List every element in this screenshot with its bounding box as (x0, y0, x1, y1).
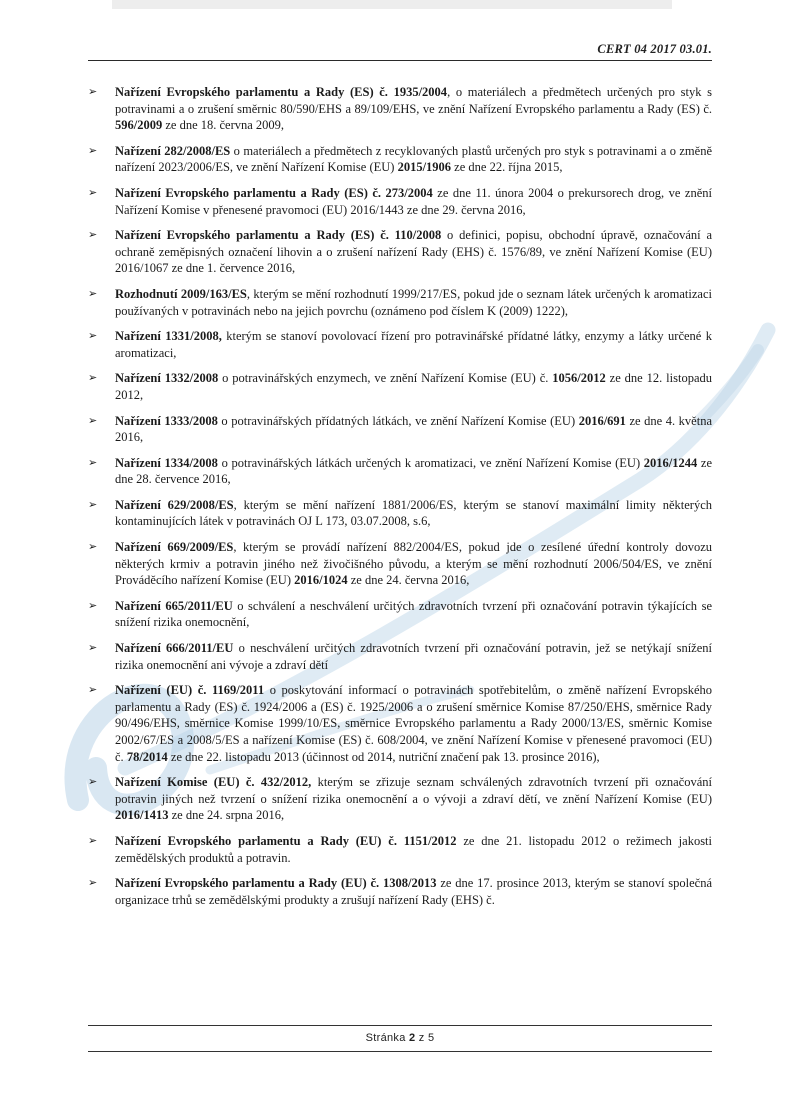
list-item (88, 227, 712, 277)
document-header (88, 0, 712, 57)
bold-text: Nařízení 1334/2008 (115, 455, 218, 470)
text: o potravinářských látkách určených k aromatizaci, ve znění Nařízení Komise (EU) (217, 455, 644, 470)
text: o poskytování informací o potravinách spotřebitelům, o změně nařízení Evropského parlamentu a Rady (ES) č. 1924/2006 a (ES) č. 1925/2006 a o zrušení směrnice Komise 87/250/EHS, směrnice Rady 90/496/EHS, směrnice Komise 1999/10/ES, směrnice Evropského parlamentu a Rady 2000/13/ES, směrnic Komise 2002/67/ES a 2008/5/ES a nařízení Komise (ES) č. 608/2004, ve znění Nařízení Komise v přenesené pravomoci (EU) č. (115, 683, 712, 764)
bold-text: Rozhodnutí 2009/163/ES (115, 286, 247, 301)
document-page (88, 0, 712, 908)
text: , kterým se mění nařízení 1881/2006/ES, kterým se stanoví maximální limity některých kontaminujících látek v potravinách OJ L 173, 03.07.2008, s.6, (115, 497, 712, 529)
item-text (115, 774, 712, 824)
text: ze dne 12. listopadu 2012, (115, 371, 712, 402)
text: kterým se zřizuje seznam schválených zdravotních tvrzení při označování potravin jiných než tvrzení o snížení rizika onemocnění a o vývoji a zdraví dětí, ve znění Nařízení Komise (EU) (115, 775, 712, 806)
item-text (115, 143, 712, 176)
text: , kterým se provádí nařízení 882/2004/ES, pokud jde o zesílené úřední kontroly dovozu některých krmiv a potravin jiného než živočišného původu, a kterým se mění rozhodnutí 2006/504/ES, ve znění Prováděcího nařízení Komise (EU) (115, 540, 712, 588)
item-text (115, 286, 712, 319)
item-text (115, 539, 712, 589)
text: ze dne 24. srpna 2016, (168, 808, 285, 823)
arrow-bullet-icon: ➢ (88, 186, 98, 199)
bold-text: 2016/1244 (643, 455, 698, 470)
text: ze dne 4. května 2016, (115, 413, 712, 445)
text: ze dne 22. října 2015, (451, 160, 563, 175)
item-text (115, 497, 712, 530)
arrow-bullet-icon: ➢ (88, 229, 98, 242)
bold-text: Nařízení (EU) č. 1169/2011 (115, 683, 265, 698)
bold-text: Nařízení 666/2011/EU (115, 641, 234, 656)
text: , o materiálech a předmětech určených pro styk s potravinami a o zrušení směrnic 80/590/EHS a 89/109/EHS, ve znění Nařízení Evropského parlamentu a Rady (ES) č. (115, 85, 712, 116)
list-item (88, 370, 712, 403)
item-text (115, 682, 712, 765)
text: ze dne 17. prosince 2013, kterým se stanoví společná organizace trhů se zemědělskými produkty a zrušují nařízení Rady (EHS) č. (115, 876, 712, 907)
text: ze dne 24. června 2016, (347, 573, 470, 588)
bold-text: Nařízení 1331/2008, (115, 329, 222, 344)
item-text (115, 875, 712, 908)
text: Stránka (365, 1032, 409, 1044)
bold-text: Nařízení Evropského parlamentu a Rady (EU) č. 1308/2013 (115, 876, 437, 891)
page-footer (88, 1025, 712, 1052)
arrow-bullet-icon: ➢ (88, 877, 98, 890)
bold-text: Nařízení 1333/2008 (115, 413, 218, 428)
text: , kterým se mění rozhodnutí 1999/217/ES, pokud jde o seznam látek určených k aromatizaci používaných v potravinách nebo na jejich povrchu (oznámeno pod číslem K (2009) 1222), (115, 286, 712, 318)
list-item (88, 833, 712, 866)
arrow-bullet-icon: ➢ (88, 287, 98, 300)
arrow-bullet-icon: ➢ (88, 776, 98, 789)
arrow-bullet-icon: ➢ (88, 834, 98, 847)
text: 5 (427, 1032, 435, 1044)
regulation-list (88, 84, 712, 908)
bold-text: Nařízení Evropského parlamentu a Rady (ES) č. 110/2008 (115, 228, 442, 243)
item-text (115, 84, 712, 134)
item-text (115, 598, 712, 631)
list-item (88, 598, 712, 631)
item-text (115, 640, 712, 673)
list-item (88, 455, 712, 488)
bold-text: 2015/1906 (397, 160, 452, 175)
text: o schválení a neschválení určitých zdravotních tvrzení při označování potravin týkajících se snížení rizika onemocnění, (115, 598, 712, 630)
arrow-bullet-icon: ➢ (88, 330, 98, 343)
list-item (88, 143, 712, 176)
bold-text: Nařízení Evropského parlamentu a Rady (ES) č. 1935/2004 (115, 85, 448, 99)
list-item (88, 286, 712, 319)
text: ze dne 28. července 2016, (115, 455, 712, 487)
bold-text: Nařízení 1332/2008 (115, 371, 219, 386)
bold-text: 2 (409, 1032, 416, 1044)
bold-text: 1056/2012 (552, 371, 606, 386)
arrow-bullet-icon: ➢ (88, 498, 98, 511)
item-text (115, 833, 712, 866)
bold-text: Nařízení 629/2008/ES (115, 497, 234, 512)
arrow-bullet-icon: ➢ (88, 144, 98, 157)
text: ze dne 21. listopadu 2012 o režimech jakosti zemědělských produktů a potravin. (115, 833, 713, 865)
header-code: CERT 04 2017 03.01. (597, 42, 712, 56)
list-item (88, 682, 712, 765)
arrow-bullet-icon: ➢ (88, 372, 98, 385)
item-text (115, 227, 712, 277)
arrow-bullet-icon: ➢ (88, 599, 98, 612)
arrow-bullet-icon: ➢ (88, 456, 98, 469)
text: o definici, popisu, obchodní úpravě, označování a ochraně zeměpisných označení lihovin a o zrušení nařízení Rady (EHS) č. 1576/89, ve znění Nařízení Komise (EU) 2016/1067 ze dne 1. července 2016, (115, 228, 712, 276)
list-item (88, 84, 712, 134)
list-item (88, 413, 712, 446)
item-text (115, 328, 712, 361)
item-text (115, 370, 712, 403)
list-item (88, 497, 712, 530)
bold-text: 2016/1024 (294, 573, 348, 588)
list-item (88, 539, 712, 589)
bold-text: Nařízení 669/2009/ES (115, 540, 234, 555)
text: o potravinářských přídatných látkách, ve znění Nařízení Komise (EU) (217, 413, 579, 428)
arrow-bullet-icon: ➢ (88, 414, 98, 427)
list-item (88, 774, 712, 824)
bold-text: Nařízení Komise (EU) č. 432/2012, (115, 775, 312, 790)
arrow-bullet-icon: ➢ (88, 86, 98, 98)
bold-text: 2016/691 (578, 413, 626, 428)
bold-text: 596/2009 (115, 118, 163, 133)
text: ze dne 11. února 2004 o prekursorech drog, ve znění Nařízení Komise v přenesené pravomoci (EU) 2016/1443 ze dne 29. června 2016, (115, 185, 712, 217)
text: z (415, 1032, 428, 1044)
arrow-bullet-icon: ➢ (88, 541, 98, 554)
text: o neschválení určitých zdravotních tvrzení při označování potravin, jež se netýkají snížení rizika onemocnění ani vývoje a zdraví dětí (115, 641, 712, 672)
text: o materiálech a předmětech z recyklovaných plastů určených pro styk s potravinami a o změně nařízení 2023/2006/ES, ve znění Nařízení Komise (EU) (115, 143, 712, 175)
bold-text: Nařízení 282/2008/ES (115, 143, 231, 158)
bold-text: 78/2014 (126, 749, 168, 764)
item-text (115, 185, 712, 218)
item-text (115, 455, 712, 488)
footer-page-number (88, 1032, 712, 1044)
bold-text: Nařízení Evropského parlamentu a Rady (EU) č. 1151/2012 (115, 833, 457, 848)
list-item (88, 185, 712, 218)
list-item (88, 328, 712, 361)
arrow-bullet-icon: ➢ (88, 642, 98, 655)
header-rule (88, 60, 712, 61)
bold-text: Nařízení Evropského parlamentu a Rady (ES) č. 273/2004 (115, 185, 433, 200)
bold-text: 2016/1413 (115, 808, 169, 823)
text: kterým se stanoví povolovací řízení pro potravinářské přídatné látky, enzymy a látky určené k aromatizaci, (115, 329, 713, 360)
text: ze dne 22. listopadu 2013 (účinnost od 2014, nutriční značení pak 13. prosince 2016), (167, 749, 600, 764)
text: ze dne 18. června 2009, (162, 118, 285, 133)
list-item (88, 640, 712, 673)
bold-text: Nařízení 665/2011/EU (115, 598, 233, 613)
arrow-bullet-icon: ➢ (88, 684, 98, 697)
item-text (115, 413, 712, 446)
text: o potravinářských enzymech, ve znění Nařízení Komise (EU) č. (218, 371, 553, 386)
list-item (88, 875, 712, 908)
